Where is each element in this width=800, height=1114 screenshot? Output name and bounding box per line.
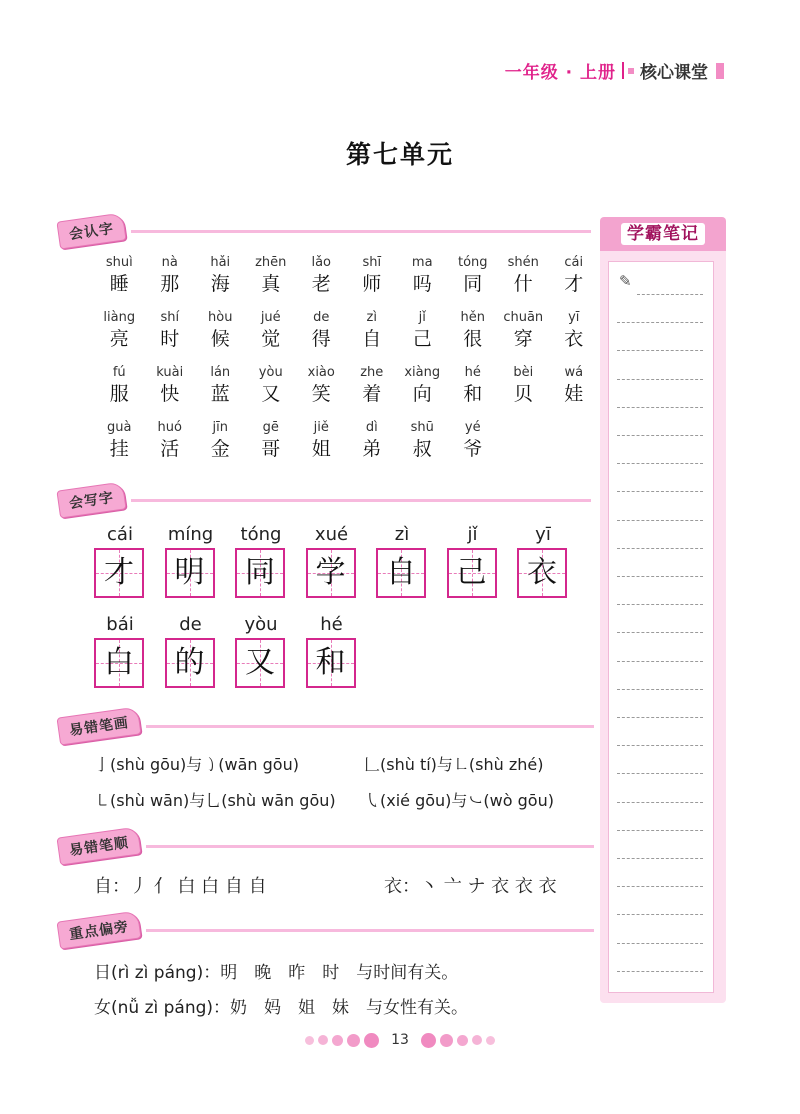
dot-icon [332,1035,343,1046]
recognize-char [498,364,549,406]
tianzige-box [94,638,144,688]
hanzi: 衣 [527,555,557,590]
dot-icon [457,1035,468,1046]
hanzi: 白 [104,645,134,680]
pinyin: liàng [103,310,136,325]
hanzi: 向 [412,383,432,405]
pinyin: xué [314,524,349,545]
pencil-icon: ✎ [619,272,632,290]
recognize-char [296,419,347,461]
hanzi: 爷 [463,438,483,460]
header-divider [622,62,624,79]
pinyin: bái [106,614,134,635]
pinyin: jǐ [418,310,426,325]
pinyin: cái [107,524,133,545]
recognize-char [397,364,448,406]
hanzi: 叔 [412,438,432,460]
note-line [617,914,703,915]
note-line [617,773,703,774]
pinyin: zhēn [255,255,287,270]
pinyin: zì [394,524,410,545]
recognize-char [448,364,499,406]
hanzi: 己 [412,328,432,350]
hanzi: 和 [315,645,346,680]
hanzi: 什 [513,273,533,295]
recognize-char [347,254,398,296]
note-line [617,322,703,323]
recognize-char [195,419,246,461]
hanzi: 海 [210,273,230,295]
hanzi: 很 [463,328,483,350]
dot-icon [305,1036,314,1045]
write-char [447,522,499,598]
recognize-char [145,419,196,461]
note-line [617,548,703,549]
hanzi: 自 [386,555,416,590]
recognize-char [296,364,347,406]
dot-icon [472,1035,482,1045]
recognize-char [549,254,600,296]
note-line [617,661,703,662]
pinyin: shuì [105,255,133,270]
recognize-char [498,309,549,351]
hanzi: 同 [463,273,483,295]
hanzi: 穿 [513,328,533,350]
hanzi: 那 [160,273,180,295]
header-block [716,63,724,79]
pinyin: jīn [212,420,228,435]
pinyin: bèi [513,365,534,380]
running-header [505,58,724,83]
write-char [235,612,287,688]
note-line [637,294,703,295]
note-line [617,435,703,436]
hanzi: 睡 [109,273,129,295]
header-dot [628,68,634,74]
recognize-char [94,364,145,406]
hanzi: 候 [210,328,230,350]
hanzi: 蓝 [210,383,230,405]
pinyin: de [313,310,330,325]
tianzige-box [306,548,356,598]
recognize-char [397,309,448,351]
grade-label: 一年级 · 上册 [504,63,616,83]
recognize-char [397,254,448,296]
tianzige-box [165,548,215,598]
stroke-order-item: 衣：丶 亠 ナ 衣 衣 衣 [384,876,557,897]
pinyin: ma [411,255,433,270]
hanzi: 金 [210,438,230,460]
note-line [617,491,703,492]
hanzi: 学 [315,555,346,590]
pinyin: yé [464,420,481,435]
hanzi: 才 [104,555,134,590]
hanzi: 又 [245,645,275,680]
hanzi: 师 [362,273,382,295]
dot-icon [318,1035,328,1045]
recognize-char [347,419,398,461]
pinyin: hé [464,365,481,380]
tianzige-box [235,638,285,688]
tianzige-box [376,548,426,598]
note-line [617,520,703,521]
write-char [517,522,569,598]
pinyin: yī [535,524,551,545]
pinyin: huó [157,420,182,435]
recognize-char [296,309,347,351]
hanzi: 老 [311,273,331,295]
pinyin: zì [366,310,377,325]
hanzi: 哥 [261,438,281,460]
recognize-char [397,419,448,461]
note-line [617,830,703,831]
notes-paper [608,261,714,993]
write-char [165,522,217,598]
write-char [94,612,146,688]
pinyin: hěn [460,310,485,325]
hanzi: 又 [261,383,281,405]
recognize-row [94,254,599,296]
note-line [617,350,703,351]
hanzi: 己 [456,555,487,590]
note-line [617,802,703,803]
notes-tab: 学霸笔记 [600,217,726,251]
pinyin: fú [112,365,126,380]
pinyin: míng [167,524,214,545]
pinyin: jué [260,310,281,325]
pinyin: hé [320,614,343,635]
note-line [617,689,703,690]
note-line [617,858,703,859]
recognize-char [195,254,246,296]
section-tag-recognize: 会认字 [58,217,591,245]
note-line [617,379,703,380]
hanzi: 快 [160,383,180,405]
recognize-char [347,309,398,351]
hanzi: 时 [160,328,180,350]
pinyin: shén [507,255,539,270]
hanzi: 娃 [564,383,584,405]
write-char [94,522,146,598]
stroke-order-item: 自：丿 亻 白 白 自 自 [94,876,267,897]
recognize-char [549,364,600,406]
pinyin: xiào [307,365,335,380]
pinyin: shí [160,310,180,325]
stroke-item: 亅(shù gōu)与㇁(wān gōu) [94,755,299,774]
pinyin: dì [365,420,378,435]
hanzi: 才 [564,273,584,295]
write-char [376,522,428,598]
write-char [165,612,217,688]
hanzi: 亮 [109,328,129,350]
section-label: 核心课堂 [640,63,708,83]
section-tag-strokes: 易错笔画 [58,712,594,740]
recognize-char [145,364,196,406]
recognize-char [94,309,145,351]
note-line [617,576,703,577]
pinyin: tóng [457,255,488,270]
note-line [617,717,703,718]
pinyin: zhe [360,365,384,380]
pinyin: yòu [244,614,278,635]
pinyin: shī [362,255,382,270]
recognize-char [448,309,499,351]
recognize-row [94,309,599,351]
tianzige-box [447,548,497,598]
hanzi: 着 [362,383,382,405]
recognize-char [448,419,499,461]
hanzi: 和 [463,383,483,405]
note-line [617,604,703,605]
pinyin: chuān [503,310,544,325]
pinyin: lán [210,365,231,380]
write-row [94,522,588,598]
page-title: 第七单元 [345,140,454,169]
hanzi: 吗 [412,273,432,295]
hanzi: 的 [174,645,205,680]
note-line [617,407,703,408]
hanzi: 明 [174,555,205,590]
tianzige-box [306,638,356,688]
radical-item: 日(rì zì páng)：明 晚 昨 时 与时间有关。 [94,963,459,983]
pinyin: xiàng [404,365,441,380]
hanzi: 弟 [362,438,382,460]
radical-item: 女(nǚ zì páng)：奶 妈 姐 妹 与女性有关。 [94,998,469,1018]
hanzi: 贝 [513,383,533,405]
hanzi: 服 [109,383,129,405]
hanzi: 觉 [261,328,281,350]
stroke-item: ㇄(shù wān)与乚(shù wān gōu) [94,791,336,810]
hanzi: 自 [362,328,382,350]
section-tag-write: 会写字 [58,486,591,514]
dot-icon [347,1034,360,1047]
recognize-char [347,364,398,406]
pinyin: gē [262,420,279,435]
tianzige-box [517,548,567,598]
hanzi: 笑 [311,383,331,405]
recognize-char [246,254,297,296]
dot-icon [364,1033,379,1048]
tianzige-box [94,548,144,598]
notes-panel [600,217,726,1003]
recognize-char [549,309,600,351]
pinyin: hǎi [210,255,231,270]
recognize-char [145,309,196,351]
pinyin: yòu [258,365,283,380]
hanzi: 同 [245,555,275,590]
dot-icon [486,1036,495,1045]
dot-icon [421,1033,436,1048]
recognize-row [94,364,599,406]
note-line [617,745,703,746]
hanzi: 活 [160,438,180,460]
recognize-char [195,309,246,351]
pinyin: de [179,614,202,635]
pinyin: nà [161,255,178,270]
stroke-item: 𠃊(shù tí)与㇗(shù zhé) [364,755,544,774]
pinyin: wá [564,365,584,380]
pinyin: jǐ [467,524,478,545]
tianzige-box [235,548,285,598]
write-char [235,522,287,598]
recognize-char [448,254,499,296]
tianzige-box [165,638,215,688]
recognize-char [246,419,297,461]
write-row [94,612,376,688]
pinyin: jiě [313,420,329,435]
note-line [617,632,703,633]
recognize-char [246,309,297,351]
write-char [306,522,358,598]
hanzi: 衣 [564,328,584,350]
pinyin: shū [410,420,434,435]
recognize-char [498,254,549,296]
hanzi: 姐 [311,438,331,460]
note-line [617,943,703,944]
hanzi: 得 [311,328,331,350]
recognize-char [94,419,145,461]
pinyin: cái [564,255,584,270]
recognize-char [145,254,196,296]
hanzi: 真 [261,273,281,295]
section-tag-radicals: 重点偏旁 [58,916,594,944]
pinyin: yī [568,310,580,325]
hanzi: 挂 [109,438,129,460]
recognize-char [94,254,145,296]
recognize-char [195,364,246,406]
page-footer [0,1032,800,1048]
dot-icon [440,1034,453,1047]
recognize-row [94,419,498,461]
note-line [617,463,703,464]
stroke-item: ㇂(xié gōu)与㇃(wò gōu) [364,791,554,810]
pinyin: lǎo [311,255,332,270]
pinyin: tóng [240,524,282,545]
notes-frame [600,251,726,1003]
page-number: 13 [391,1032,409,1048]
pinyin: kuài [156,365,184,380]
write-char [306,612,358,688]
pinyin: hòu [208,310,233,325]
recognize-char [296,254,347,296]
section-tag-order: 易错笔顺 [58,832,594,860]
note-line [617,971,703,972]
recognize-char [246,364,297,406]
pinyin: guà [107,420,132,435]
note-line [617,886,703,887]
